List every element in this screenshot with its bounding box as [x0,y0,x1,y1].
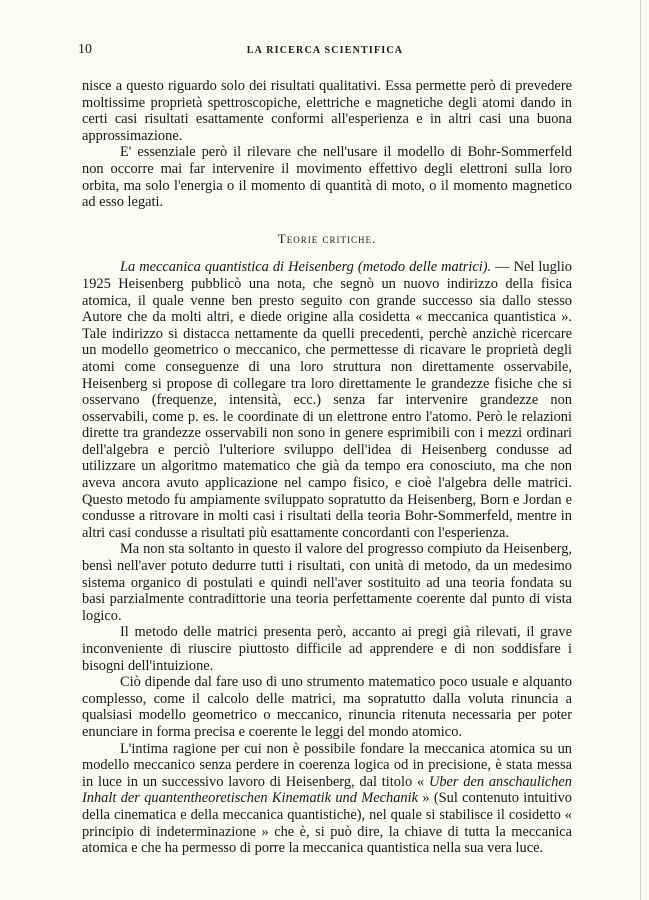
paragraph-7-text-b: » (Sul contenuto intuitivo della cinematica e della meccanica quantistiche), nel quale si stabilisce il cosidetto « principio di indeterminazione » che è, si può dire, la chiave di tutta la meccanica atomica e che ha permesso di porre la meccanica quantistica nella sua vera luce. [82,790,572,857]
paragraph-2: E' essenziale però il rilevare che nell'usare il modello di Bohr-Sommerfeld non occorre mai far intervenire il movimento effettivo degli elettroni sulla loro orbita, ma solo l'energia o il momento di quantità di moto, o il momento magnetico ad esso legati. [82,144,572,211]
paragraph-3-italic-heading: La meccanica quantistica di Heisenberg (metodo delle matrici). [120,259,492,276]
paragraph-4: Ma non sta soltanto in questo il valore del progresso compiuto da Heisenberg, bensì nell'aver potuto dedurre tutti i risultati, con unità di metodo, da un medesimo sistema organico di postulati e quindi nell'aver sostituito ad una teoria fondata su basi parzialmente contradittorie una teoria perfettamente coerente dal punto di vista logico. [82,541,572,624]
paragraph-7-text-a: L'intima ragione per cui non è possibile fondare la meccanica atomica su un modello meccanico senza perdere in coerenza logica od in precisione, è stata messa in luce in un successivo lavoro di Heisenberg, dal titolo « [82,740,572,790]
paragraph-6: Ciò dipende dal fare uso di uno strumento matematico poco usuale e alquanto complesso, come il calcolo delle matrici, ma sopratutto dalla voluta rinuncia a qualsiasi modello geometrico o meccanico, rinuncia ritenuta necessaria per poter enunciare in forma precisa e coerente le leggi del mondo atomico. [82,674,572,740]
paragraph-3-text: — Nel luglio 1925 Heisenberg pubblicò una nota, che segnò un nuovo indirizzo della fisica atomica, il quale venne ben presto seguito con grande successo sia dallo stesso Autore che da molti altri, e diede origine alla cosidetta « meccanica quantistica ». Tale indirizzo si distacca nettamente da quelli precedenti, perchè anzichè ricercare un modello geometrico o meccanico, che permettesse di ricavare le proprietà degli atomi come conseguenze di una loro struttura non direttamente osservabile, Heisenberg si propose di collegare tra loro direttamente le grandezze fisiche che si osservano (frequenze, intensità, ecc.) senza far intervenire grandezze non osservabili, come p. es. le coordinate di un elettrone entro l'atomo. Però le relazioni dirette tra grandezze osservabili non sono in genere esprimibili con i mezzi ordinari dell'algebra e perciò l'ulteriore sviluppo dell'idea di Heisenberg condusse ad utilizzare un algoritmo matematico che già da tempo era conosciuto, ma che non aveva ancora avuto applicazione nel campo fisico, e cioè l'algebra delle matrici. Questo metodo fu ampiamente sviluppato sopratutto da Heisenberg, Born e Jordan e condusse a ritrovare in molti casi i risultati della teoria Bohr-Sommerfeld, mentre in altri casi condusse a risultati più esattamente concordanti con l'esperienza. [82,259,573,541]
page-header [78,42,572,60]
paragraph-3 [82,259,572,541]
paragraph-1: nisce a questo riguardo solo dei risultati qualitativi. Essa permette però di prevedere moltissime proprietà spettroscopiche, elettriche e magnetiche degli atomi dando in certi casi risultati esattamente conformi all'esperienza e in altri casi una buona approssimazione. [82,78,572,144]
section-title: Teorie critiche. [277,230,377,246]
page-edge-line [640,0,641,900]
running-title: LA RICERCA SCIENTIFICA [246,45,404,56]
paragraph-7-italic-title: Uber den anschaulichen Inhalt der quantentheoretischen Kinematik und Mechanik [82,773,572,807]
body-text [82,78,572,857]
paragraph-7 [82,741,572,857]
paragraph-5: Il metodo delle matrici presenta però, accanto ai pregi già rilevati, il grave inconveniente di riuscire piuttosto difficile ad apprendere e di non soddisfare i bisogni dell'intuizione. [82,624,572,674]
page-number: 10 [78,42,92,57]
